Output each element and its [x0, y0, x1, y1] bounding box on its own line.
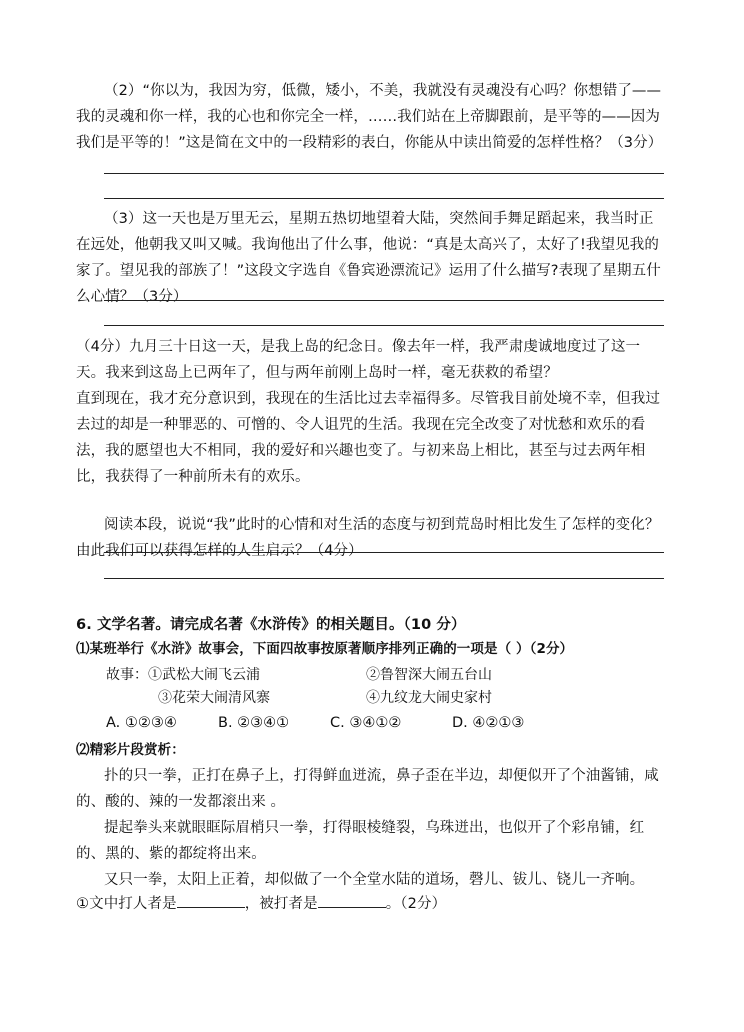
option-a[interactable]: A. ①②③④ [106, 715, 177, 731]
question-6-title: 6. 文学名著。请完成名著《水浒传》的相关题目。（10 分） [76, 617, 466, 633]
answer-line[interactable] [104, 552, 664, 553]
question-4-passage: （4分）九月三十日这一天，是我上岛的纪念日。像去年一样，我严肃虔诚地度过了这一天。我来到这岛上已两年了，但与两年前刚上岛时一样，毫无获救的希望？ [76, 339, 641, 381]
story-item: ①武松大闹飞云浦 [148, 667, 260, 683]
attacker-blank[interactable] [177, 893, 245, 908]
answer-line[interactable] [104, 300, 664, 301]
option-c[interactable]: C. ③④①② [330, 715, 402, 731]
excerpt-paragraph-1: 扑的只一拳，正打在鼻子上，打得鲜血迸流，鼻子歪在半边，却便似开了个油酱铺，咸的、酸的、辣的一发都滚出来 。 [76, 768, 659, 810]
question-3-text: （3）这一天也是万里无云，星期五热切地望着大陆，突然间手舞足蹈起来，我当时正在远处，他朝我又叫又喊。我询他出了什么事，他说：“真是太高兴了，太好了!我望见我的家了。望见我的部族了！”这段文字选自《鲁宾逊漂流记》运用了什么描写?表现了星期五什么心情？（3分） [76, 211, 661, 305]
excerpt-paragraph-3: 又只一拳，太阳上正着，却似做了一个全堂水陆的道场，磬儿、钹儿、铙儿一齐响。 [104, 872, 645, 888]
victim-blank[interactable] [318, 893, 386, 908]
question-2-text: （2）“你以为，我因为穷，低微，矮小，不美，我就没有灵魂没有心吗？你想错了——我的灵魂和你一样，我的心也和你完全一样，……我们站在上帝脚跟前，是平等的——因为我们是平等的！”这是简在文中的一段精彩的表白，你能从中读出简爱的怎样性格？（3分） [76, 83, 663, 151]
question-6-sub2: ⑵精彩片段赏析： [76, 742, 185, 758]
question-4-passage-2: 直到现在，我才充分意识到，我现在的生活比过去幸福得多。尽管我目前处境不幸，但我过去过的却是一种罪恶的、可憎的、令人诅咒的生活。我现在完全改变了对忧愁和欢乐的看法，我的愿望也大不相同，我的爱好和兴趣也变了。与初来岛上相比，甚至与过去两年相比，我获得了一种前所未有的欢乐。 [76, 391, 660, 485]
option-b[interactable]: B. ②③④① [218, 715, 290, 731]
question-6-sub1: ⑴某班举行《水浒》故事会，下面四故事按原著顺序排列正确的一项是（ ）（2分） [76, 641, 574, 657]
question-4-prompt: 阅读本段，说说“我”此时的心情和对生活的态度与初到荒岛时相比发生了怎样的变化？由此我们可以获得怎样的人生启示？（4分） [76, 517, 660, 559]
answer-line[interactable] [104, 325, 664, 326]
story-item: ②鲁智深大闹五台山 [366, 667, 492, 683]
option-d[interactable]: D. ④②①③ [452, 715, 525, 731]
answer-line[interactable] [104, 173, 664, 174]
answer-line[interactable] [104, 578, 664, 579]
story-item: ③花荣大闹清风寨 [158, 690, 270, 706]
story-label: 故事： [106, 667, 148, 683]
story-item: ④九纹龙大闹史家村 [366, 690, 492, 706]
excerpt-paragraph-2: 提起拳头来就眼眶际眉梢只一拳，打得眼棱缝裂，乌珠迸出，也似开了个彩帛铺，红的、黑的、紫的都绽将出来。 [76, 820, 645, 862]
story-row-1 [106, 663, 260, 687]
question-6-fill-blank: ①文中打人者是 ，被打者是 。（2分） [76, 891, 668, 917]
answer-line[interactable] [104, 198, 664, 199]
